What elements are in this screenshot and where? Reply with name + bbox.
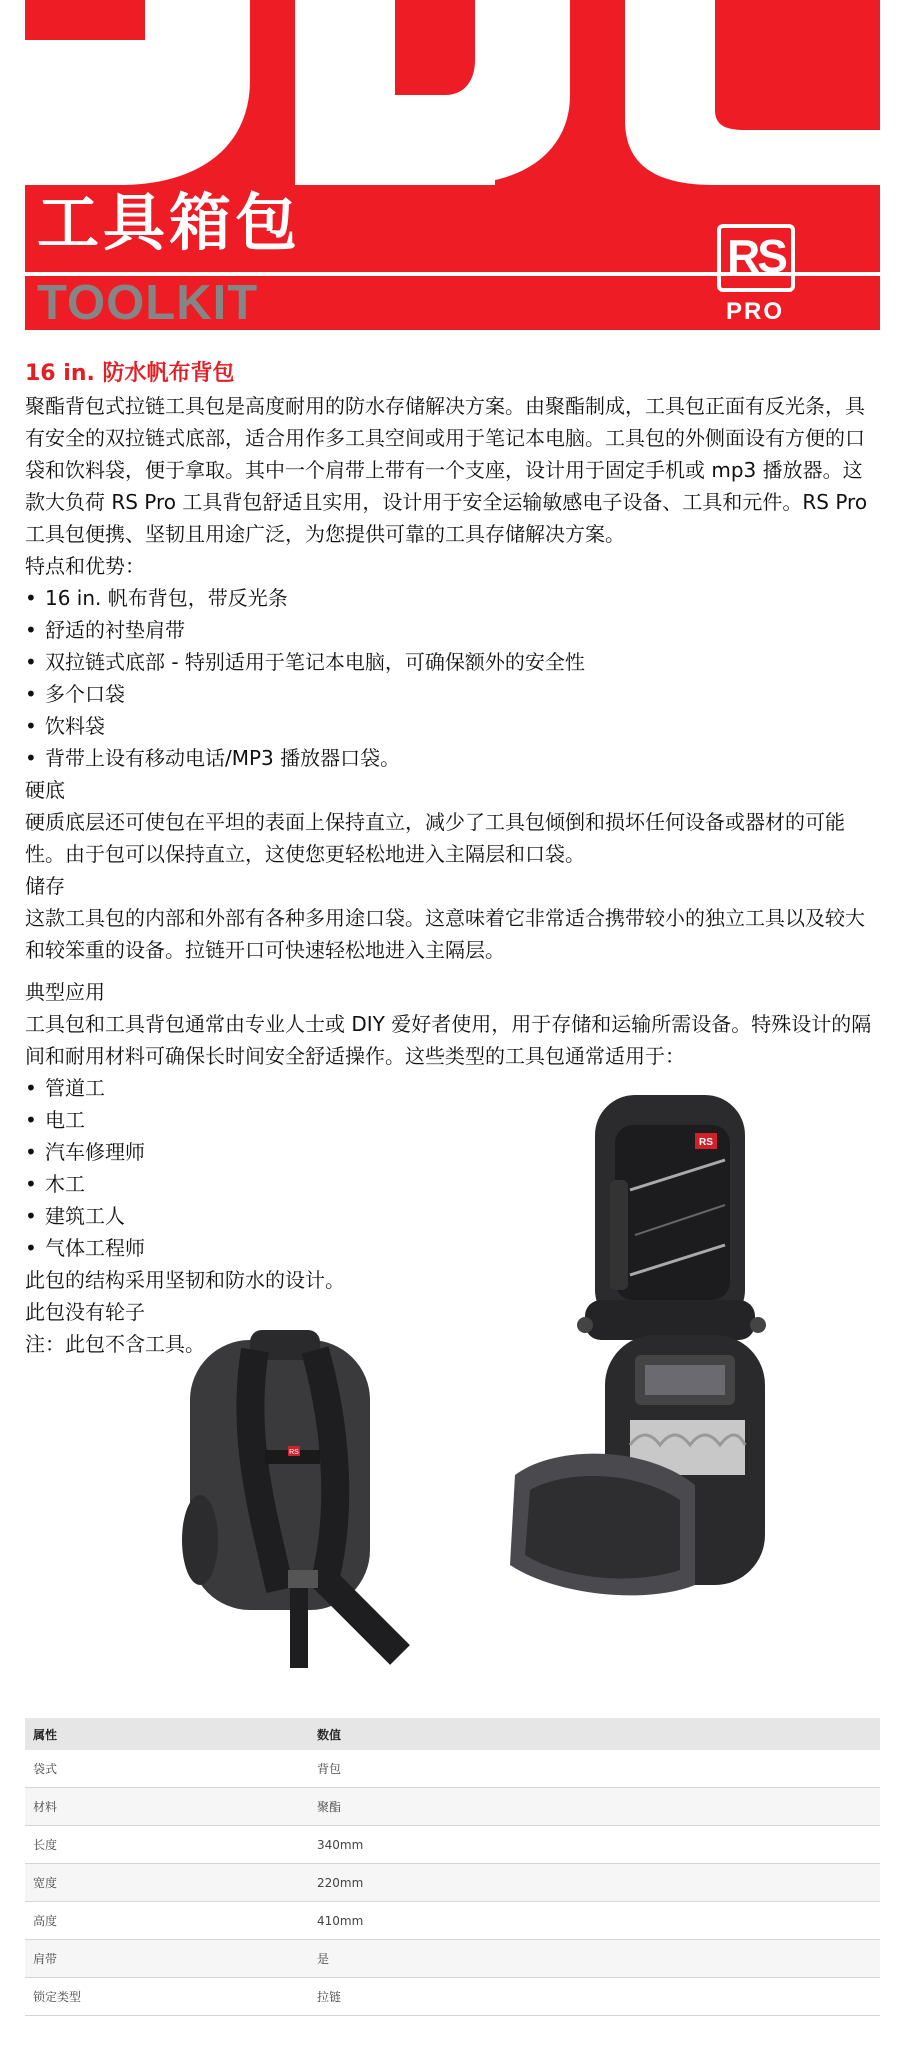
banner-title-en: TOOLKIT bbox=[37, 276, 259, 330]
attribute-cell: 高度 bbox=[25, 1902, 309, 1940]
list-item: • 饮料袋 bbox=[25, 710, 880, 742]
features-list bbox=[25, 582, 880, 774]
hard-base-title: 硬底 bbox=[25, 778, 65, 802]
list-item: • 管道工 bbox=[25, 1072, 880, 1104]
list-item: • 背带上设有移动电话/MP3 播放器口袋。 bbox=[25, 742, 880, 774]
list-item: • 汽车修理师 bbox=[25, 1136, 880, 1168]
backpack-front-photo bbox=[555, 1085, 785, 1355]
table-row bbox=[25, 1750, 880, 1788]
table-header-row bbox=[25, 1718, 880, 1750]
table-row bbox=[25, 1978, 880, 2016]
attribute-cell: 材料 bbox=[25, 1788, 309, 1826]
list-item: • 建筑工人 bbox=[25, 1200, 880, 1232]
intro-paragraph: 聚酯背包式拉链工具包是高度耐用的防水存储解决方案。由聚酯制成，工具包正面有反光条，具有安全的双拉链式底部，适合用作多工具空间或用于笔记本电脑。工具包的外侧面设有方便的口袋和饮料袋，便于拿取。其中一个肩带上带有一个支座，设计用于固定手机或 mp3 播放器。这款大负荷 RS Pro 工具背包舒适且实用，设计用于安全运输敏感电子设备、工具和元件。RS Pro 工具包便携、坚韧且用途广泛，为您提供可靠的工具存储解决方案。 bbox=[25, 394, 868, 546]
table-row bbox=[25, 1788, 880, 1826]
applications-title: 典型应用 bbox=[25, 980, 105, 1004]
header-attribute: 属性 bbox=[25, 1718, 309, 1750]
storage-text: 这款工具包的内部和外部有各种多用途口袋。这意味着它非常适合携带较小的独立工具以及较大和较笨重的设备。拉链开口可快速轻松地进入主隔层。 bbox=[25, 906, 865, 962]
banner-title-cn: 工具箱包 bbox=[37, 186, 302, 259]
value-cell: 拉链 bbox=[309, 1978, 880, 2016]
wheels-note: 此包没有轮子 bbox=[25, 1300, 145, 1324]
storage-title: 储存 bbox=[25, 874, 65, 898]
attribute-cell: 锁定类型 bbox=[25, 1978, 309, 2016]
header-value: 数值 bbox=[309, 1718, 880, 1750]
backpack-back-photo bbox=[170, 1320, 460, 1680]
value-cell: 340mm bbox=[309, 1826, 880, 1864]
svg-text:RS: RS bbox=[289, 1449, 299, 1456]
construction-note: 此包的结构采用坚韧和防水的设计。 bbox=[25, 1268, 345, 1292]
value-cell: 220mm bbox=[309, 1864, 880, 1902]
banner-bottom-line bbox=[25, 330, 880, 333]
value-cell: 是 bbox=[309, 1940, 880, 1978]
svg-text:RS: RS bbox=[699, 1137, 713, 1148]
list-item: • 16 in. 帆布背包，带反光条 bbox=[25, 582, 880, 614]
list-item: • 舒适的衬垫肩带 bbox=[25, 614, 880, 646]
table-row bbox=[25, 1940, 880, 1978]
rs-pro-logo bbox=[695, 222, 815, 330]
list-item: • 电工 bbox=[25, 1104, 880, 1136]
applications-text: 工具包和工具背包通常由专业人士或 DIY 爱好者使用，用于存储和运输所需设备。特殊设计的隔间和耐用材料可确保长时间安全舒适操作。这些类型的工具包通常适用于： bbox=[25, 1012, 872, 1068]
hard-base-text: 硬质底层还可使包在平坦的表面上保持直立，减少了工具包倾倒和损坏任何设备或器材的可能性。由于包可以保持直立，这使您更轻松地进入主隔层和口袋。 bbox=[25, 810, 845, 866]
value-cell: 聚酯 bbox=[309, 1788, 880, 1826]
backpack-open-photo bbox=[495, 1325, 805, 1615]
list-item: • 双拉链式底部 - 特别适用于笔记本电脑，可确保额外的安全性 bbox=[25, 646, 880, 678]
value-cell: 410mm bbox=[309, 1902, 880, 1940]
table-row bbox=[25, 1864, 880, 1902]
table-row bbox=[25, 1902, 880, 1940]
attribute-cell: 长度 bbox=[25, 1826, 309, 1864]
header-banner bbox=[25, 0, 880, 333]
spec-table bbox=[25, 1718, 880, 2016]
list-item: • 多个口袋 bbox=[25, 678, 880, 710]
attribute-cell: 袋式 bbox=[25, 1750, 309, 1788]
list-item: • 木工 bbox=[25, 1168, 880, 1200]
table-row bbox=[25, 1826, 880, 1864]
product-heading: 16 in. 防水帆布背包 bbox=[25, 361, 235, 386]
logo-pro: PRO bbox=[725, 298, 784, 325]
attribute-cell: 肩带 bbox=[25, 1940, 309, 1978]
tools-note: 注：此包不含工具。 bbox=[25, 1332, 205, 1356]
list-item: • 气体工程师 bbox=[25, 1232, 880, 1264]
features-title: 特点和优势： bbox=[25, 554, 145, 578]
attribute-cell: 宽度 bbox=[25, 1864, 309, 1902]
value-cell: 背包 bbox=[309, 1750, 880, 1788]
logo-rs: RS bbox=[727, 230, 785, 282]
